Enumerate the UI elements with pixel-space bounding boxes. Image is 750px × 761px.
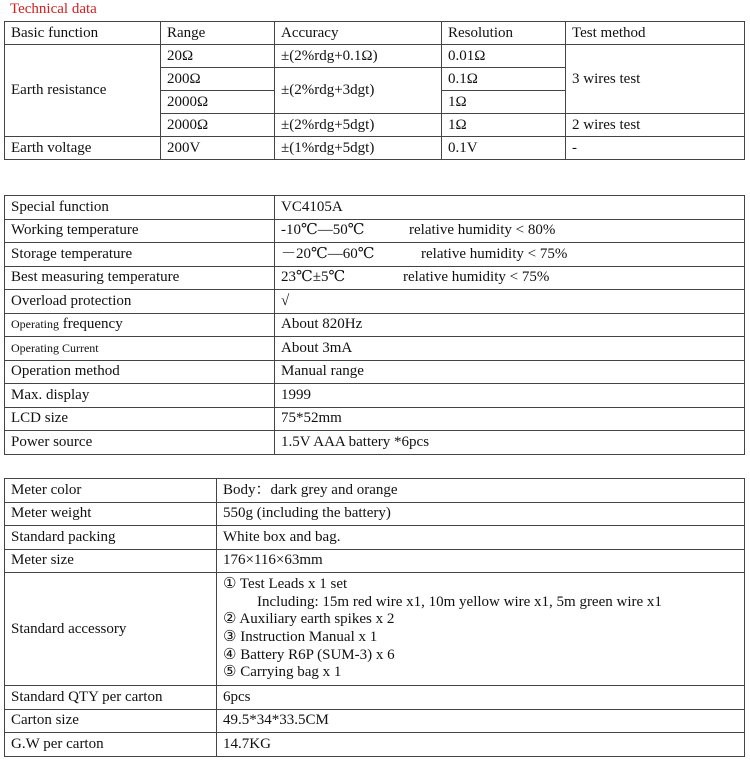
row-value: White box and bag.	[217, 526, 745, 550]
table-row	[5, 686, 745, 710]
header-test-method: Test method	[566, 22, 745, 45]
row-value: 75*52mm	[275, 407, 745, 431]
row-value	[275, 266, 745, 290]
row-label: Overload protection	[5, 290, 275, 314]
row-label: Standard accessory	[5, 573, 217, 686]
range-cell: 200V	[161, 137, 275, 160]
table-row	[5, 243, 745, 267]
resolution-cell: 0.01Ω	[442, 45, 566, 68]
row-label: Meter weight	[5, 502, 217, 526]
table-row	[5, 360, 745, 384]
table-row	[5, 137, 745, 160]
temp-range: -10℃—50℃	[281, 222, 365, 239]
row-value: Manual range	[275, 360, 745, 384]
range-cell: 2000Ω	[161, 91, 275, 114]
table-row	[5, 479, 745, 503]
table-row	[5, 266, 745, 290]
row-label: Meter size	[5, 549, 217, 573]
row-label: Power source	[5, 431, 275, 455]
row-value: 6pcs	[217, 686, 745, 710]
row-value: √	[275, 290, 745, 314]
accessory-list	[217, 573, 745, 686]
table-row	[5, 502, 745, 526]
earth-voltage-label: Earth voltage	[5, 137, 161, 160]
header-basic-function: Basic function	[5, 22, 161, 45]
row-value: About 3mA	[275, 337, 745, 361]
row-label: Operating Current	[5, 337, 275, 361]
row-value	[275, 243, 745, 267]
row-value: 1999	[275, 384, 745, 408]
method-cell: 3 wires test	[566, 45, 745, 114]
special-function-table	[4, 195, 745, 455]
table-row	[5, 337, 745, 361]
table-row	[5, 526, 745, 550]
table-row	[5, 407, 745, 431]
row-value: 550g (including the battery)	[217, 502, 745, 526]
row-value: 14.7KG	[217, 733, 745, 757]
list-item: ② Auxiliary earth spikes x 2	[223, 611, 395, 628]
table-row	[5, 431, 745, 455]
table-row	[5, 219, 745, 243]
row-label: LCD size	[5, 407, 275, 431]
row-label: Standard QTY per carton	[5, 686, 217, 710]
row-label: Standard packing	[5, 526, 217, 550]
list-item: ⑤ Carrying bag x 1	[223, 664, 342, 681]
header-accuracy: Accuracy	[275, 22, 442, 45]
table-row	[5, 709, 745, 733]
table-row	[5, 313, 745, 337]
section-title: Technical data	[10, 1, 97, 17]
basic-function-table	[4, 21, 745, 160]
row-value: 1.5V AAA battery *6pcs	[275, 431, 745, 455]
row-label	[5, 313, 275, 337]
range-cell: 20Ω	[161, 45, 275, 68]
table-row	[5, 549, 745, 573]
accuracy-cell: ±(2%rdg+5dgt)	[275, 114, 442, 137]
list-item: Including: 15m red wire x1, 10m yellow wire x1, 5m green wire x1	[257, 593, 662, 610]
earth-resistance-label: Earth resistance	[5, 45, 161, 137]
row-label: G.W per carton	[5, 733, 217, 757]
packing-table	[4, 478, 745, 757]
method-cell: 2 wires test	[566, 114, 745, 137]
table-row	[5, 290, 745, 314]
row-value: About 820Hz	[275, 313, 745, 337]
table-row	[5, 733, 745, 757]
row-value: Body：dark grey and orange	[217, 479, 745, 503]
header-resolution: Resolution	[442, 22, 566, 45]
resolution-cell: 0.1Ω	[442, 68, 566, 91]
row-label: Operation method	[5, 360, 275, 384]
row-label: Best measuring temperature	[5, 266, 275, 290]
row-label: Special function	[5, 196, 275, 220]
list-item: ① Test Leads x 1 set	[223, 576, 348, 593]
humidity: relative humidity < 75%	[421, 245, 568, 262]
row-label: Max. display	[5, 384, 275, 408]
row-label: Meter color	[5, 479, 217, 503]
label-big: frequency	[62, 316, 123, 333]
table-row	[5, 196, 745, 220]
row-value: VC4105A	[275, 196, 745, 220]
method-cell: -	[566, 137, 745, 160]
header-range: Range	[161, 22, 275, 45]
table-row	[5, 45, 745, 68]
accuracy-cell: ±(2%rdg+0.1Ω)	[275, 45, 442, 68]
range-cell: 200Ω	[161, 68, 275, 91]
list-item: ③ Instruction Manual x 1	[223, 629, 378, 645]
resolution-cell: 0.1V	[442, 137, 566, 160]
row-value: 49.5*34*33.5CM	[217, 709, 745, 733]
row-label: Carton size	[5, 709, 217, 733]
accuracy-cell: ±(1%rdg+5dgt)	[275, 137, 442, 160]
table-row	[5, 384, 745, 408]
row-value: 176×116×63mm	[217, 549, 745, 573]
row-value	[275, 219, 745, 243]
range-cell: 2000Ω	[161, 114, 275, 137]
table-row	[5, 573, 745, 686]
accuracy-cell: ±(2%rdg+3dgt)	[275, 68, 442, 114]
row-label: Working temperature	[5, 219, 275, 243]
humidity: relative humidity < 80%	[409, 222, 556, 239]
label-small: Operating	[11, 317, 59, 332]
resolution-cell: 1Ω	[442, 114, 566, 137]
list-item: ④ Battery R6P (SUM-3) x 6	[223, 646, 395, 663]
temp-range: 23℃±5℃	[281, 269, 346, 286]
resolution-cell: 1Ω	[442, 91, 566, 114]
temp-range: －20℃—60℃	[281, 245, 375, 262]
row-label: Storage temperature	[5, 243, 275, 267]
humidity: relative humidity < 75%	[403, 269, 550, 286]
table-header-row	[5, 22, 745, 45]
